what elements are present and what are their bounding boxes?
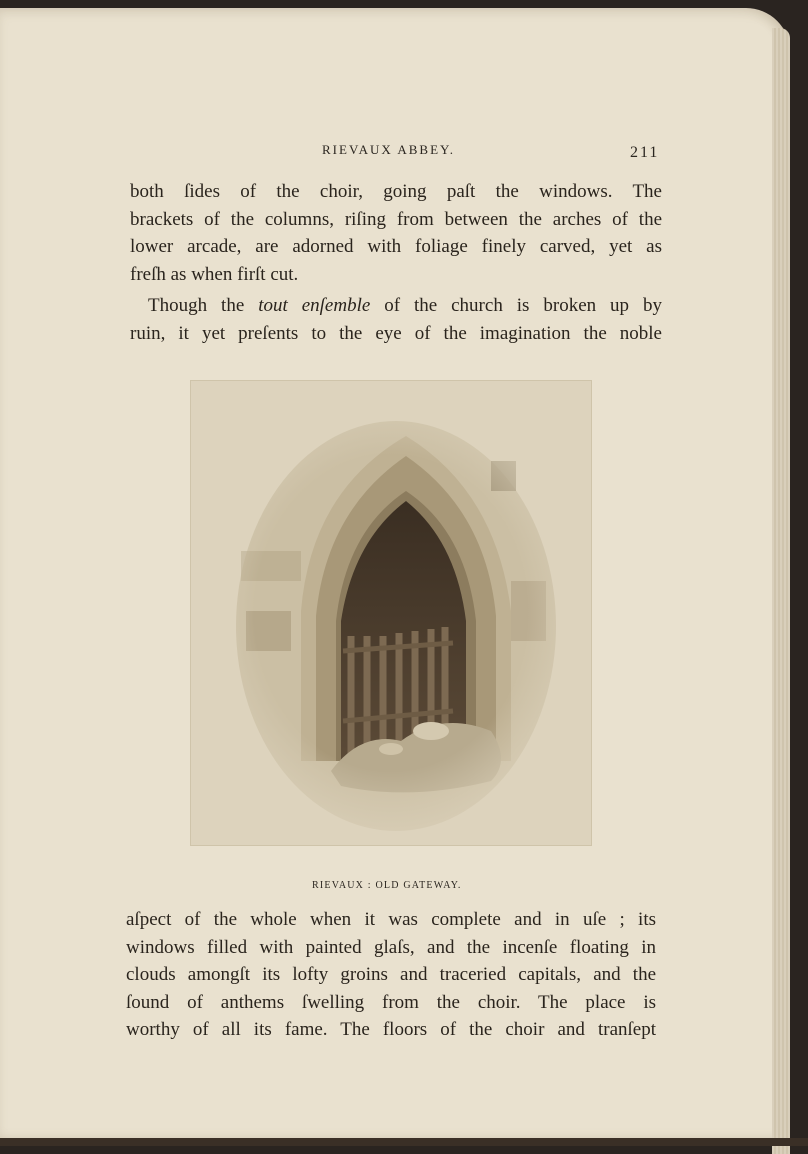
text-line: both ſides of the choir, going paſt the windows. The xyxy=(130,181,662,202)
text-line: ſound of anthems ſwelling from the choir. The place is xyxy=(126,991,656,1013)
text-line: worthy of all its fame. The floors of the choir and tranſept xyxy=(126,1019,656,1040)
paragraph-1 xyxy=(130,178,662,288)
text-line: freſh as when firſt cut. xyxy=(130,263,299,285)
photograph-plate xyxy=(190,380,592,846)
text-line: windows filled with painted glaſs, and the incenſe floating in xyxy=(126,936,656,958)
gateway-photograph xyxy=(191,381,591,845)
italic-phrase: tout enſemble xyxy=(258,295,371,316)
text-line: clouds amongſt its lofty groins and traceried capitals, and the xyxy=(126,964,656,985)
page-edge xyxy=(772,28,790,1154)
figure-caption: RIEVAUX : OLD GATEWAY. xyxy=(312,880,462,891)
paragraph-3 xyxy=(126,906,656,1044)
text-segment: of the church is broken up by xyxy=(370,295,662,316)
text-line xyxy=(130,292,662,320)
running-title: RIEVAUX ABBEY. xyxy=(322,142,455,157)
text-line: aſpect of the whole when it was complete and in uſe ; its xyxy=(126,909,656,930)
text-line: brackets of the columns, riſing from between the arches of the xyxy=(130,208,662,230)
paragraph-2 xyxy=(130,292,662,347)
book-cover-edge xyxy=(0,1138,808,1146)
text-line: ruin, it yet preſents to the eye of the imagination the noble xyxy=(130,322,662,344)
book-page xyxy=(0,8,790,1138)
text-line: lower arcade, are adorned with foliage finely carved, yet as xyxy=(130,236,662,257)
page-number: 211 xyxy=(630,144,660,161)
text-segment: Though the xyxy=(148,295,259,316)
